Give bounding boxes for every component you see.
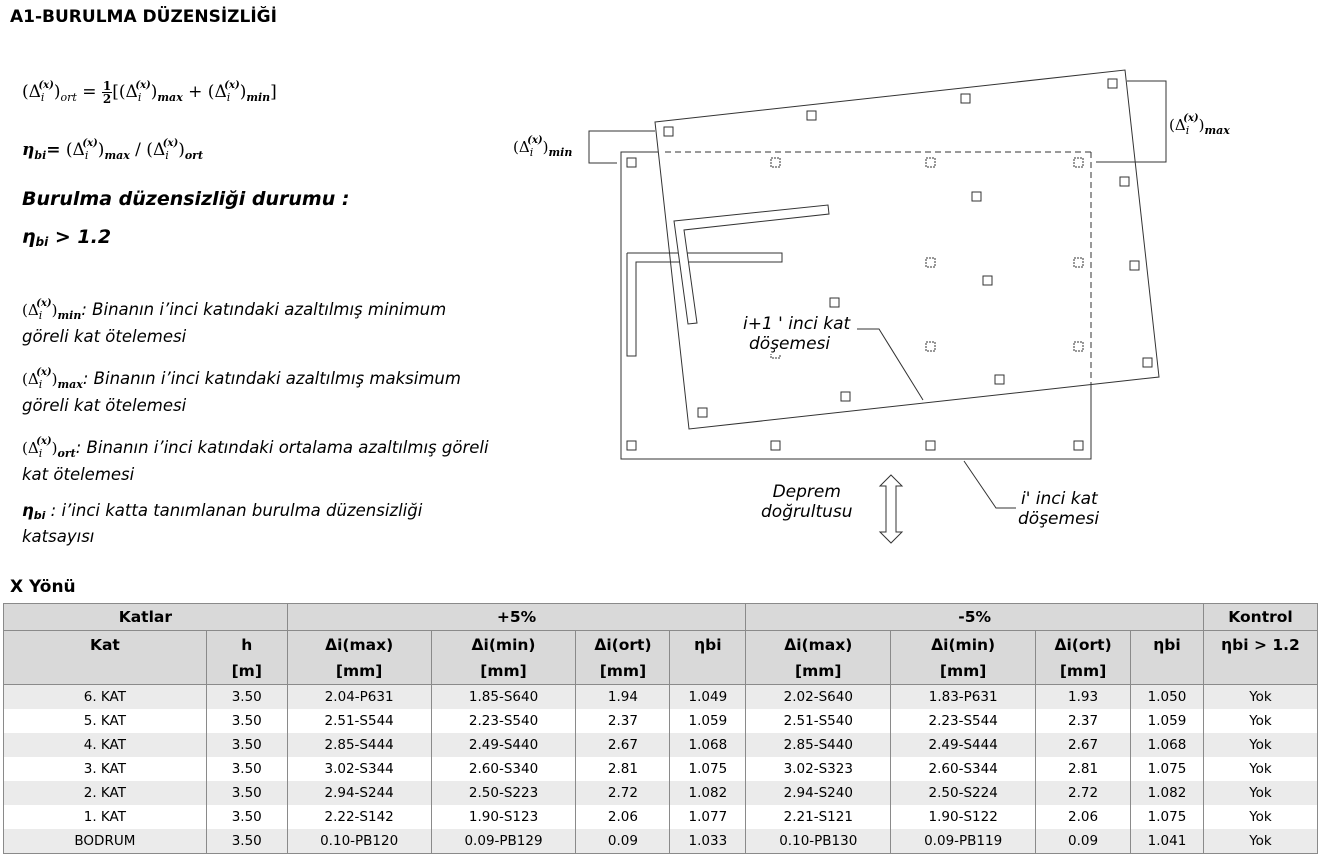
- sup-x: (x): [1183, 113, 1199, 124]
- table-cell: 3.50: [206, 757, 287, 781]
- max-dimension-label: $(\Delta_i^{(x)})_{max}$: [1169, 113, 1230, 137]
- table-cell: Yok: [1203, 781, 1317, 805]
- lower-slab-label-line2: döşemesi: [1018, 509, 1100, 529]
- definition-max: $(\Delta_i^{(x)})_{max}$: Binanın i’inci katındaki azaltılmış maksimum göreli kat ötelemesi: [22, 367, 461, 415]
- table-cell: 1.050: [1131, 685, 1204, 710]
- table-row: [4, 733, 1318, 757]
- sup-x: (x): [36, 298, 52, 309]
- table-cell: 2.67: [576, 733, 670, 757]
- table-cell: 1.049: [670, 685, 746, 710]
- table-cell: 2.50-S224: [891, 781, 1036, 805]
- column-header: Δi(min): [431, 631, 576, 659]
- upper-slab-label-line2: döşemesi: [749, 334, 831, 354]
- min-dimension: [589, 131, 655, 163]
- sup-x: (x): [162, 138, 179, 149]
- section-x-direction: X Yönü: [10, 577, 76, 597]
- definition-max-text: : Binanın i’inci katındaki azaltılmış maksimum göreli kat ötelemesi: [22, 369, 461, 415]
- column-header: Δi(min): [891, 631, 1036, 659]
- unit-header: [1203, 658, 1317, 685]
- group-header-row: [4, 604, 1318, 631]
- group-header-minus5: -5%: [746, 604, 1204, 631]
- table-cell: 3.02-S323: [746, 757, 891, 781]
- table-cell: 1.068: [670, 733, 746, 757]
- table-cell: 2.94-S244: [287, 781, 431, 805]
- table-row: [4, 829, 1318, 854]
- lower-slab-label-line1: i' inci kat: [1021, 489, 1098, 509]
- table-cell: 1.075: [1131, 805, 1204, 829]
- table-cell: 1.077: [670, 805, 746, 829]
- table-cell: 1.033: [670, 829, 746, 854]
- column-header: h: [206, 631, 287, 659]
- earthquake-label-line2: doğrultusu: [761, 502, 853, 522]
- column-header-row: [4, 631, 1318, 659]
- table-cell: 2.72: [576, 781, 670, 805]
- table-cell: BODRUM: [4, 829, 207, 854]
- unit-header: [m]: [206, 658, 287, 685]
- table-cell: 3.50: [206, 805, 287, 829]
- table-cell: 2. KAT: [4, 781, 207, 805]
- table-cell: 0.10-PB120: [287, 829, 431, 854]
- sub-i: i: [165, 149, 169, 162]
- column-header: Δi(ort): [576, 631, 670, 659]
- table-cell: 3.02-S344: [287, 757, 431, 781]
- table-cell: 2.81: [576, 757, 670, 781]
- column-header: Kat: [4, 631, 207, 659]
- definition-ort-text: : Binanın i’inci katındaki ortalama azaltılmış göreli kat ötelemesi: [22, 438, 489, 484]
- upper-slab-label: [743, 314, 850, 354]
- upper-slab-label-line1: i+1 ' inci kat: [743, 314, 851, 334]
- table-cell: 2.81: [1036, 757, 1131, 781]
- table-cell: 0.10-PB130: [746, 829, 891, 854]
- sub-max: max: [104, 149, 130, 162]
- table-cell: 2.02-S640: [746, 685, 891, 710]
- earthquake-direction-arrow: [880, 475, 902, 543]
- upper-slab: [655, 70, 1159, 429]
- group-header-plus5: +5%: [287, 604, 746, 631]
- table-cell: 2.37: [1036, 709, 1131, 733]
- table-cell: 2.06: [576, 805, 670, 829]
- column-header: Δi(ort): [1036, 631, 1131, 659]
- table-cell: 0.09: [1036, 829, 1131, 854]
- table-row: [4, 781, 1318, 805]
- table-cell: 0.09-PB129: [431, 829, 576, 854]
- sub-i: i: [38, 309, 43, 322]
- fraction-numerator: 1: [102, 79, 112, 93]
- table-cell: 1.059: [1131, 709, 1204, 733]
- sub-i: i: [226, 91, 231, 104]
- unit-header: [mm]: [1036, 658, 1131, 685]
- table-cell: 0.09-PB119: [891, 829, 1036, 854]
- sup-x: (x): [135, 80, 151, 91]
- delta-symbol: Δ: [27, 301, 39, 319]
- table-cell: 2.49-S440: [431, 733, 576, 757]
- table-cell: 1.83-P631: [891, 685, 1036, 710]
- table-cell: 2.60-S340: [431, 757, 576, 781]
- table-cell: 3.50: [206, 709, 287, 733]
- condition-threshold: > 1.2: [54, 226, 112, 248]
- delta-symbol: Δ: [214, 82, 227, 102]
- table-cell: 1.082: [670, 781, 746, 805]
- table-cell: 1.90-S123: [431, 805, 576, 829]
- table-cell: 0.09: [576, 829, 670, 854]
- earthquake-label-line1: Deprem: [772, 482, 841, 502]
- sup-x: (x): [36, 367, 52, 378]
- sub-i: i: [529, 146, 534, 159]
- table-cell: Yok: [1203, 805, 1317, 829]
- sub-max: max: [57, 378, 83, 391]
- table-cell: 3.50: [206, 781, 287, 805]
- unit-header: [mm]: [746, 658, 891, 685]
- table-cell: 2.37: [576, 709, 670, 733]
- earthquake-direction-label: [761, 482, 853, 522]
- eta-symbol: η: [22, 501, 34, 520]
- table-cell: 1.075: [670, 757, 746, 781]
- delta-symbol: Δ: [152, 140, 166, 160]
- table-cell: 3.50: [206, 685, 287, 710]
- eta-formula: $\eta_{bi}= (\Delta_i^{(x)})_{max} / (\Delta_i^{(x)})_{ort}$: [22, 138, 204, 162]
- table-cell: 2.21-S121: [746, 805, 891, 829]
- table-cell: 1.90-S122: [891, 805, 1036, 829]
- unit-header: [mm]: [576, 658, 670, 685]
- table-cell: 2.04-P631: [287, 685, 431, 710]
- table-cell: 2.67: [1036, 733, 1131, 757]
- sub-bi: bi: [35, 235, 49, 249]
- sub-i: i: [40, 91, 45, 104]
- unit-header: [mm]: [287, 658, 431, 685]
- definition-min: $(\Delta_i^{(x)})_{min}$: Binanın i’inci katındaki azaltılmış minimum göreli kat ötelemesi: [22, 298, 447, 346]
- sup-x: (x): [527, 135, 543, 146]
- table-cell: 1.068: [1131, 733, 1204, 757]
- table-cell: 2.23-S540: [431, 709, 576, 733]
- table-cell: 3.50: [206, 733, 287, 757]
- delta-symbol: Δ: [72, 140, 85, 160]
- sub-ort: ort: [184, 149, 204, 162]
- table-cell: Yok: [1203, 685, 1317, 710]
- table-cell: 1. KAT: [4, 805, 207, 829]
- table-cell: 2.85-S440: [746, 733, 891, 757]
- column-header: ηbi > 1.2: [1203, 631, 1317, 659]
- table-cell: Yok: [1203, 709, 1317, 733]
- table-cell: 4. KAT: [4, 733, 207, 757]
- torsion-results-table: [3, 603, 1318, 854]
- lower-slab-label: [1018, 489, 1099, 529]
- unit-header: [4, 658, 207, 685]
- table-cell: Yok: [1203, 733, 1317, 757]
- column-header: ηbi: [1131, 631, 1204, 659]
- eta-symbol: η: [22, 140, 35, 160]
- delta-symbol: Δ: [125, 82, 138, 102]
- sup-x: (x): [224, 80, 240, 91]
- table-cell: 2.94-S240: [746, 781, 891, 805]
- table-cell: 2.85-S444: [287, 733, 431, 757]
- unit-header: [mm]: [431, 658, 576, 685]
- sup-x: (x): [36, 436, 52, 447]
- definition-eta-text: : i’inci katta tanımlanan burulma düzensizliği katsayısı: [22, 501, 423, 546]
- table-cell: 2.72: [1036, 781, 1131, 805]
- sub-min: min: [246, 91, 271, 104]
- sub-min: min: [548, 146, 573, 159]
- table-cell: 2.23-S544: [891, 709, 1036, 733]
- delta-symbol: Δ: [27, 439, 39, 457]
- sub-bi: bi: [33, 509, 46, 522]
- sup-x: (x): [38, 80, 54, 91]
- sup-x: (x): [82, 138, 98, 149]
- column-header: Δi(max): [746, 631, 891, 659]
- condition-heading: Burulma düzensizliği durumu :: [22, 188, 350, 210]
- min-dimension-label: $(\Delta_i^{(x)})_{min}$: [513, 135, 573, 159]
- lower-slab-leader: [964, 461, 1016, 508]
- table-cell: 3.50: [206, 829, 287, 854]
- table-row: [4, 757, 1318, 781]
- table-cell: 1.94: [576, 685, 670, 710]
- sub-max: max: [157, 91, 183, 104]
- delta-symbol: Δ: [518, 138, 530, 156]
- sub-max: max: [1204, 124, 1230, 137]
- definition-min-text: : Binanın i’inci katındaki azaltılmış minimum göreli kat ötelemesi: [22, 300, 447, 346]
- sub-min: min: [57, 309, 82, 322]
- table-row: [4, 709, 1318, 733]
- table-cell: 1.059: [670, 709, 746, 733]
- unit-header: [1131, 658, 1204, 685]
- table-cell: 2.06: [1036, 805, 1131, 829]
- sub-i: i: [137, 91, 142, 104]
- sub-ort: ort: [57, 447, 76, 460]
- sub-i: i: [38, 378, 43, 391]
- sub-bi: bi: [34, 149, 47, 162]
- table-cell: 6. KAT: [4, 685, 207, 710]
- column-header: Δi(max): [287, 631, 431, 659]
- table-cell: 1.041: [1131, 829, 1204, 854]
- table-cell: 1.93: [1036, 685, 1131, 710]
- group-header-katlar: Katlar: [4, 604, 288, 631]
- unit-header: [mm]: [891, 658, 1036, 685]
- table-row: [4, 805, 1318, 829]
- eta-symbol: η: [22, 226, 36, 248]
- sub-ort: ort: [60, 91, 77, 104]
- unit-header: [670, 658, 746, 685]
- unit-header-row: [4, 658, 1318, 685]
- delta-symbol: Δ: [27, 370, 39, 388]
- group-header-kontrol: Kontrol: [1203, 604, 1317, 631]
- table-cell: 3. KAT: [4, 757, 207, 781]
- sub-i: i: [38, 447, 43, 460]
- fraction-denominator: 2: [102, 92, 112, 106]
- table-cell: 2.60-S344: [891, 757, 1036, 781]
- table-row: [4, 685, 1318, 710]
- table-cell: 2.50-S223: [431, 781, 576, 805]
- table-cell: 2.22-S142: [287, 805, 431, 829]
- table-cell: 2.51-S544: [287, 709, 431, 733]
- sub-i: i: [84, 149, 89, 162]
- table-cell: 1.082: [1131, 781, 1204, 805]
- table-cell: Yok: [1203, 757, 1317, 781]
- table-cell: 2.51-S540: [746, 709, 891, 733]
- definition-ort: $(\Delta_i^{(x)})_{ort}$: Binanın i’inci katındaki ortalama azaltılmış göreli kat ötelemesi: [22, 436, 489, 484]
- table-cell: 1.85-S640: [431, 685, 576, 710]
- table-cell: 1.075: [1131, 757, 1204, 781]
- column-header: ηbi: [670, 631, 746, 659]
- sub-i: i: [1185, 124, 1190, 137]
- table-cell: Yok: [1203, 829, 1317, 854]
- delta-symbol: Δ: [28, 82, 41, 102]
- table-cell: 2.49-S444: [891, 733, 1036, 757]
- delta-symbol: Δ: [1174, 116, 1186, 134]
- page-title: A1-BURULMA DÜZENSİZLİĞİ: [10, 7, 277, 27]
- average-drift-formula: $(\Delta_i^{(x)})_{ort}$ = $\frac{1}{2}$ $[(\Delta_i^{(x)})_{max} + (\Delta_i^{(x)})_{min}]$: [22, 79, 277, 106]
- table-cell: 5. KAT: [4, 709, 207, 733]
